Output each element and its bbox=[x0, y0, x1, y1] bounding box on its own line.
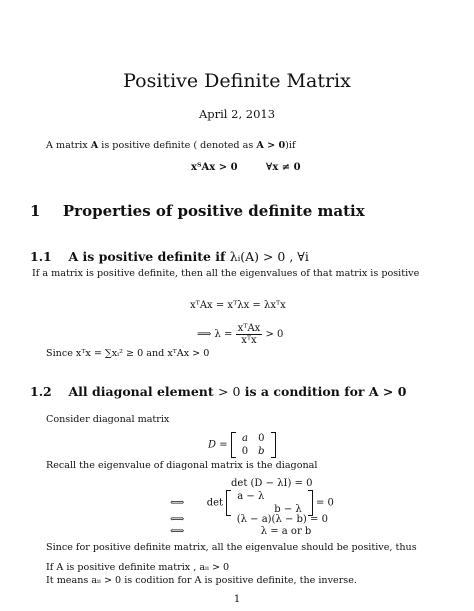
diag-cell-11: a bbox=[241, 433, 248, 444]
det-matrix bbox=[226, 490, 313, 516]
det-eq0: = 0 bbox=[315, 497, 334, 509]
det-word: det bbox=[206, 497, 224, 509]
subsection-1-2-title-b: > 0 bbox=[218, 384, 241, 399]
det-iff-3: ⟺ bbox=[170, 526, 185, 537]
det-line-4 bbox=[170, 526, 311, 537]
det-cell-22: b − λ bbox=[274, 504, 302, 515]
recall-text: Recall the eigenvalue of diagonal matrix is the diagonal bbox=[46, 460, 318, 471]
subsection-1-1-heading bbox=[30, 249, 309, 264]
subsection-1-2-heading bbox=[30, 384, 406, 399]
document-date: April 2, 2013 bbox=[198, 107, 276, 121]
eq2-fraction bbox=[236, 323, 263, 346]
eigen-equation-2 bbox=[197, 323, 283, 346]
subsection-1-2-number: 1.2 bbox=[30, 384, 52, 399]
section-1-title: Properties of positive definite matix bbox=[62, 202, 365, 220]
subsection-1-1-title-b: λᵢ(A) > 0 , ∀i bbox=[229, 249, 309, 264]
intro-equation bbox=[191, 162, 301, 173]
intro-paragraph bbox=[46, 140, 296, 151]
intro-eq-rhs: ∀x ≠ 0 bbox=[265, 162, 301, 173]
diag-cell-21: 0 bbox=[241, 446, 249, 457]
intro-suffix: )if bbox=[285, 140, 296, 151]
intro-prefix: A matrix bbox=[46, 140, 91, 151]
eq2-lhs: ⟹ λ = bbox=[197, 329, 233, 340]
subsection-1-1-number: 1.1 bbox=[30, 249, 52, 264]
diagonal-matrix bbox=[231, 432, 276, 458]
document-title: Positive Definite Matrix bbox=[123, 70, 351, 92]
subsection-1-2-title-d: A > 0 bbox=[368, 384, 407, 399]
intro-middle: is positive definite ( denoted as bbox=[98, 140, 257, 151]
det-line-3 bbox=[170, 514, 328, 525]
section-1-number: 1 bbox=[30, 202, 41, 220]
eq2-numerator: xᵀAx bbox=[237, 323, 261, 334]
subsection-1-1-text: If a matrix is positive definite, then all the eigenvalues of that matrix is positive bbox=[32, 268, 420, 279]
subsection-1-1-title-a: A is positive definite if bbox=[68, 249, 230, 264]
det-line-3-expr: (λ − a)(λ − b) = 0 bbox=[236, 514, 328, 525]
page-number: 1 bbox=[233, 594, 241, 605]
det-cell-12 bbox=[269, 490, 306, 503]
diag-lhs: D = bbox=[208, 439, 228, 451]
intro-matrix-symbol: A bbox=[90, 140, 99, 151]
det-iff-1: ⟺ bbox=[170, 497, 185, 509]
det-cell-11: a − λ bbox=[237, 491, 265, 502]
det-line-2 bbox=[170, 490, 334, 516]
if-line: If A is positive definite matrix , aᵢᵢ > 0 bbox=[46, 562, 230, 573]
subsection-1-2-title-a: All diagonal element bbox=[68, 384, 219, 399]
eq2-denominator: xᵀx bbox=[241, 335, 257, 346]
eq2-rhs: > 0 bbox=[265, 329, 284, 340]
since-line: Since xᵀx = ∑xᵢ² ≥ 0 and xᵀAx > 0 bbox=[46, 348, 210, 359]
det-iff-2: ⟺ bbox=[170, 514, 185, 525]
diag-cell-12: 0 bbox=[258, 433, 265, 444]
det-line-4-expr: λ = a or b bbox=[260, 526, 312, 537]
intro-condition: A > 0 bbox=[256, 140, 286, 151]
diagonal-matrix-equation bbox=[208, 432, 276, 458]
det-line-1: det (D − λI) = 0 bbox=[231, 478, 313, 489]
subsection-1-2-title-c: is a condition for bbox=[240, 384, 369, 399]
since-positive-text: Since for positive definite matrix, all the eigenvalue should be positive, thus bbox=[46, 542, 417, 553]
consider-text: Consider diagonal matrix bbox=[46, 414, 170, 425]
means-line: It means aᵢᵢ > 0 is codition for A is positive definite, the inverse. bbox=[46, 575, 357, 586]
eigen-equation-1: xᵀAx = xᵀλx = λxᵀx bbox=[190, 300, 286, 311]
intro-eq-lhs: xᵀAx > 0 bbox=[191, 162, 238, 173]
section-1-heading bbox=[30, 202, 365, 220]
diag-cell-22: b bbox=[258, 446, 265, 457]
